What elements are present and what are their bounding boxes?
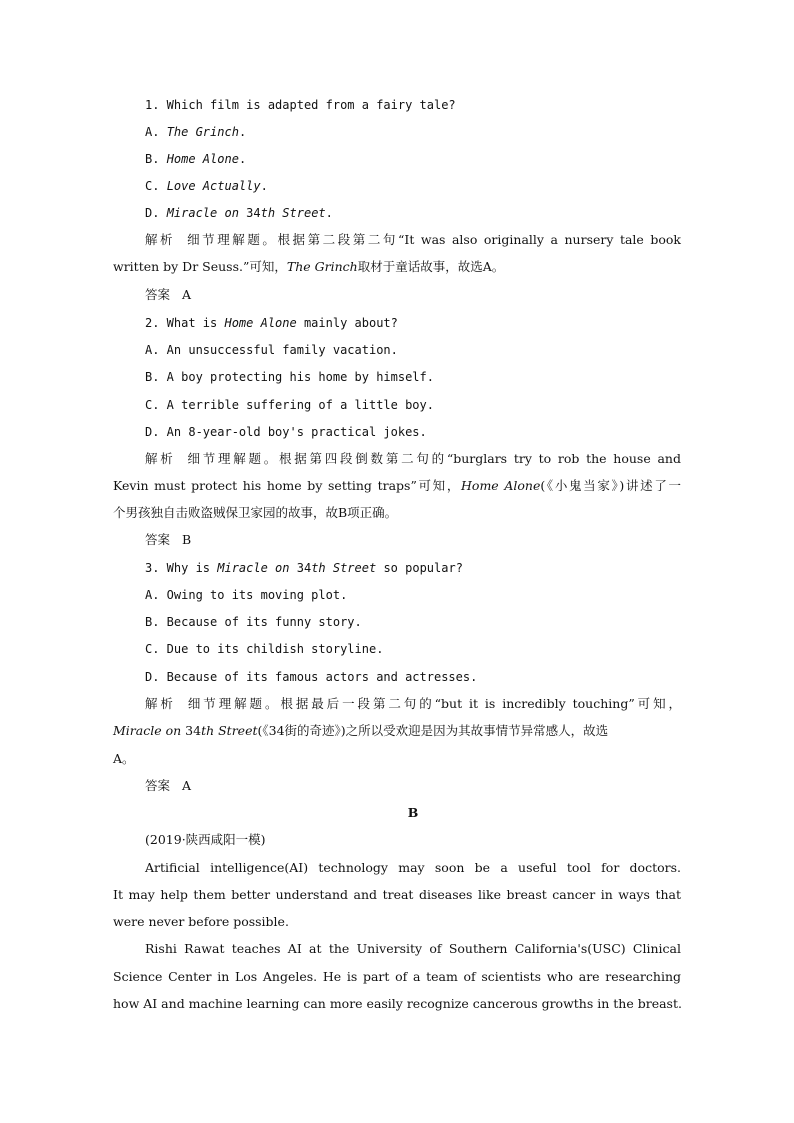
q1-option-d — [145, 204, 681, 222]
q3-option-a — [145, 586, 681, 604]
text-span: B. — [145, 152, 167, 166]
q2-option-b — [145, 368, 681, 386]
text-span: 细节理解题。根据最后一段第二句的“but it is incredibly touching”可知， — [187, 696, 681, 711]
text-span: Miracle on — [217, 561, 297, 575]
answer-tag: 答案 — [145, 778, 171, 793]
text-span: Miracle on — [113, 723, 186, 738]
text-span: A — [182, 778, 192, 793]
text-span: th Street — [311, 561, 377, 575]
q3-explanation-line-3 — [113, 750, 681, 768]
passage-p1-line-2: It may help them better understand and treat diseases like breast cancer in ways that — [113, 887, 681, 902]
text-span: A. An unsuccessful family vacation. — [145, 343, 398, 357]
q1-answer — [145, 286, 681, 304]
text-span: 1. Which film is adapted from a fairy tale? — [145, 98, 456, 112]
answer-tag: 答案 — [145, 532, 171, 547]
text-span: B. A boy protecting his home by himself. — [145, 370, 434, 384]
text-span: C. Due to its childish storyline. — [145, 642, 384, 656]
q3-answer — [145, 777, 681, 795]
section-source: (2019·陕西咸阳一模) — [145, 832, 266, 847]
text-span: D. — [145, 206, 167, 220]
text-span: The Grinch — [166, 125, 239, 139]
text-span: Home Alone — [166, 152, 239, 166]
passage-p2-line-1: Rishi Rawat teaches AI at the University of Southern California's(USC) Clinical — [145, 941, 681, 956]
text-span: 34 — [296, 561, 312, 575]
q3-option-b — [145, 613, 681, 631]
q2-stem — [145, 314, 681, 332]
text-span: B. Because of its funny story. — [145, 615, 362, 629]
text-span: written by Dr Seuss.”可知， — [113, 259, 287, 274]
text-span: 细节理解题。根据第二段第二句“It was also originally a nursery tale book — [187, 232, 681, 247]
text-span: 34 — [246, 206, 261, 220]
q3-stem — [145, 559, 681, 577]
text-span: 细节理解题。根据第四段倒数第二句的“burglars try to rob the house and — [187, 451, 681, 466]
text-span: th Street — [260, 206, 326, 220]
explanation-tag: 解析 — [145, 696, 176, 711]
q2-answer — [145, 531, 681, 549]
q3-option-c — [145, 640, 681, 658]
section-letter: B — [407, 805, 419, 820]
text-span: 取材于童话故事，故选A。 — [357, 259, 505, 274]
text-span: Miracle on — [166, 206, 247, 220]
passage-p1-line-1: Artificial intelligence(AI) technology may soon be a useful tool for doctors. — [145, 860, 681, 875]
q1-option-a — [145, 123, 681, 141]
q2-option-a — [145, 341, 681, 359]
text-span: Kevin must protect his home by setting traps”可知， — [113, 478, 462, 493]
passage-p2-line-2: Science Center in Los Angeles. He is part of a team of scientists who are researching — [113, 969, 681, 984]
text-span: th Street — [201, 723, 258, 738]
text-span: . — [325, 206, 333, 220]
text-span: (《34街的奇迹》)之所以受欢迎是因为其故事情节异常感人，故选 — [257, 723, 609, 738]
text-span: (《小鬼当家》)讲述了一 — [540, 478, 681, 493]
passage-p2-line-3: how AI and machine learning can more easily recognize cancerous growths in the breast. — [113, 996, 682, 1011]
text-span: so popular? — [376, 561, 463, 575]
q2-explanation-line-2 — [113, 477, 681, 495]
q3-explanation-line-1 — [145, 695, 681, 713]
text-span: A. — [145, 125, 167, 139]
text-span: B — [182, 532, 192, 547]
q1-stem — [145, 96, 681, 114]
text-span: 2. What is — [145, 316, 225, 330]
text-span: . — [238, 152, 247, 166]
text-span: Home Alone — [224, 316, 297, 330]
text-span: The Grinch — [286, 259, 358, 274]
text-span: 个男孩独自击败盗贼保卫家园的故事，故B项正确。 — [113, 505, 398, 520]
text-span: A. Owing to its moving plot. — [145, 588, 348, 602]
q3-option-d — [145, 668, 681, 686]
text-span: C. A terrible suffering of a little boy. — [145, 398, 434, 412]
q2-option-c — [145, 396, 681, 414]
text-span: D. An 8-year-old boy's practical jokes. — [145, 425, 427, 439]
passage-p1-line-3: were never before possible. — [113, 914, 289, 929]
text-span: . — [260, 179, 268, 193]
q2-explanation-line-3 — [113, 504, 681, 522]
q1-option-b — [145, 150, 681, 168]
text-span: mainly about? — [296, 316, 398, 330]
explanation-tag: 解析 — [145, 232, 176, 247]
text-span: 3. Why is — [145, 561, 218, 575]
text-span: . — [238, 125, 247, 139]
explanation-tag: 解析 — [145, 451, 176, 466]
q1-explanation-line-2 — [113, 258, 681, 276]
text-span: Love Actually — [166, 179, 261, 193]
text-span: D. Because of its famous actors and actresses. — [145, 670, 478, 684]
q2-option-d — [145, 423, 681, 441]
q3-explanation-line-2 — [113, 722, 681, 740]
q1-option-c — [145, 177, 681, 195]
text-span: A。 — [113, 751, 135, 766]
text-span: 34 — [185, 723, 202, 738]
q2-explanation-line-1 — [145, 450, 681, 468]
text-span: A — [182, 287, 192, 302]
text-span: C. — [145, 179, 167, 193]
answer-tag: 答案 — [145, 287, 171, 302]
text-span: Home Alone — [461, 478, 541, 493]
q1-explanation-line-1 — [145, 231, 681, 249]
